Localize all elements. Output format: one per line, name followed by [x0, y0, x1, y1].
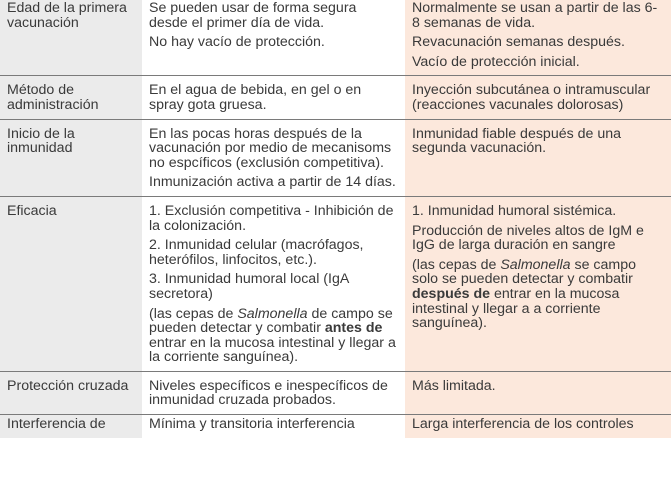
cell-text: No hay vacío de protección. — [149, 34, 325, 51]
row-label: Inicio de la inmunidad — [0, 119, 142, 196]
cell-text: Revacunación semanas después. — [412, 34, 625, 51]
cell-text: En el agua de bebida, en gel o en spray gota gruesa. — [149, 82, 362, 113]
cell-text: 3. Inmunidad humoral local (IgA secretora) — [149, 271, 349, 302]
live-vaccine-cell — [142, 0, 405, 76]
cell-text: Vacío de protección inicial. — [412, 53, 580, 70]
italic-term: Salmonella — [500, 256, 571, 273]
live-vaccine-cell — [142, 119, 405, 196]
inactivated-vaccine-cell — [405, 371, 671, 414]
cell-text: En las pocas horas después de la vacunación por medio de mecanisoms no espcíficos (exclusión competitiva). — [149, 125, 392, 171]
live-vaccine-cell — [142, 76, 405, 119]
cell-text: Inyección subcutánea o intramuscular (reacciones vacunales dolorosas) — [412, 82, 651, 113]
cell-note: (las cepas de Salmonella de campo se pueden detectar y combatir antes de entrar en la mucosa intestinal y llegar a la corriente sanguínea). — [149, 305, 396, 366]
inactivated-vaccine-cell — [405, 196, 671, 371]
cell-text: Más limitada. — [412, 377, 496, 394]
cell-text: 2. Inmunidad celular (macrófagos, heterófilos, linfocitos, etc.). — [149, 237, 364, 268]
table-row — [0, 119, 671, 196]
inactivated-vaccine-cell — [405, 415, 671, 438]
table-row — [0, 415, 671, 438]
row-label: Método de administración — [0, 76, 142, 119]
row-label: Protección cruzada — [0, 371, 142, 414]
row-label: Eficacia — [0, 196, 142, 371]
cell-text: 1. Exclusión competitiva - Inhibición de la colonización. — [149, 202, 394, 234]
table-row — [0, 371, 671, 414]
table-row — [0, 0, 671, 76]
bold-term: antes de — [324, 320, 383, 337]
inactivated-vaccine-cell — [405, 76, 671, 119]
cell-text: Se pueden usar de forma segura desde el primer día de vida. — [149, 0, 357, 31]
cell-text: Inmunidad fiable después de una segunda vacunación. — [412, 125, 622, 157]
table-row — [0, 196, 671, 371]
cell-text: Normalmente se usan a partir de las 6-8 semanas de vida. — [412, 0, 658, 31]
live-vaccine-cell — [142, 371, 405, 414]
cell-text: Mínima y transitoria interferencia — [149, 416, 355, 433]
cell-text: Inmunización activa a partir de 14 días. — [149, 174, 396, 191]
live-vaccine-cell — [142, 196, 405, 371]
inactivated-vaccine-cell — [405, 119, 671, 196]
cell-text: 1. Inmunidad humoral sistémica. — [412, 202, 617, 219]
inactivated-vaccine-cell — [405, 0, 671, 76]
cell-text: Producción de niveles altos de IgM e IgG de larga duración en sangre — [412, 222, 644, 254]
cell-text: Larga interferencia de los controles — [412, 416, 634, 433]
table-row — [0, 76, 671, 119]
row-label: Edad de la primera vacunación — [0, 0, 142, 76]
row-label: Interferencia de — [0, 415, 142, 438]
bold-term: después de — [412, 285, 491, 302]
italic-term: Salmonella — [237, 305, 308, 322]
cell-text: Niveles específicos e inespecíficos de inmunidad cruzada probados. — [149, 377, 388, 409]
cell-note: (las cepas de Salmonella se campo solo se pueden detectar y combatir después de entrar en la mucosa intestinal y llegar a a corriente sanguínea). — [412, 256, 636, 332]
live-vaccine-cell — [142, 415, 405, 438]
